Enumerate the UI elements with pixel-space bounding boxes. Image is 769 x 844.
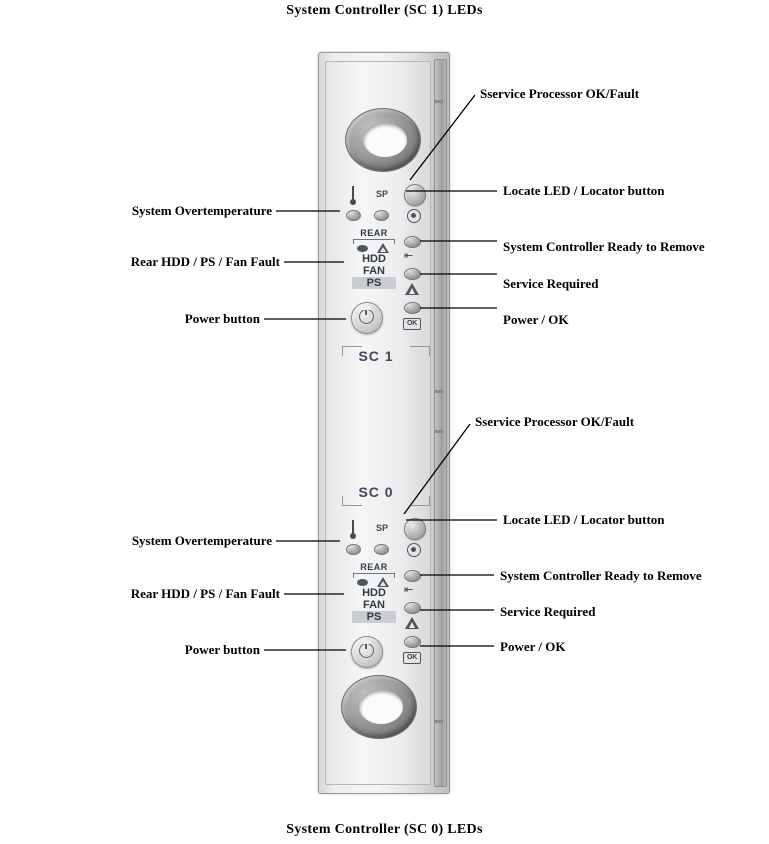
hdd-label: HDD [362, 587, 386, 599]
service-required-icon [405, 283, 419, 295]
warning-triangle-icon [377, 243, 389, 253]
sc0-slot-label: SC 0 [358, 484, 394, 500]
sc0-ready-to-remove-led [404, 570, 421, 582]
callout-sc1-power-ok: Power / OK [503, 312, 569, 327]
thermometer-icon [348, 520, 358, 542]
sc1-led-cluster [324, 178, 428, 358]
sc1-power-button[interactable] [351, 302, 383, 334]
sc0-locator-button[interactable] [404, 518, 426, 540]
hdd-label: HDD [362, 253, 386, 265]
sc1-slot-label: SC 1 [358, 348, 394, 364]
callout-sc0-service-processor: Sservice Processor OK/Fault [475, 414, 635, 429]
hdd-icon [357, 579, 368, 586]
rear-bracket-left [353, 239, 354, 244]
callout-sc1-service-required: Service Required [503, 276, 599, 291]
sc1-power-ok-led [404, 302, 421, 314]
callout-sc0-ready-to-remove: System Controller Ready to Remove [500, 568, 702, 583]
sc0-sp-label: SP [376, 523, 389, 533]
callout-sc0-rear-fault: Rear HDD / PS / Fan Fault [130, 586, 280, 601]
ready-to-remove-icon: ⇤ [404, 584, 414, 596]
sc0-rear-fault-icon-block [352, 562, 396, 628]
rear-bracket [353, 239, 395, 240]
sc0-power-ok-led [404, 636, 421, 648]
ps-label: PS [352, 611, 396, 623]
sc0-overtemperature-led [346, 544, 361, 555]
callout-sc1-ready-to-remove: System Controller Ready to Remove [503, 239, 705, 254]
power-icon [359, 643, 374, 658]
power-ok-icon: OK [403, 652, 421, 664]
sc0-power-button[interactable] [351, 636, 383, 668]
sc1-sp-label: SP [376, 189, 389, 199]
sc1-overtemperature-led [346, 210, 361, 221]
callout-sc0-overtemperature: System Overtemperature [131, 533, 272, 548]
upper-ejector-handle[interactable] [345, 108, 421, 172]
rail-notch [434, 100, 443, 103]
sc1-locator-button[interactable] [404, 184, 426, 206]
rear-word-stack [352, 253, 396, 289]
locator-icon [407, 543, 421, 557]
fan-label: FAN [363, 599, 385, 611]
sc1-bracket-left [342, 346, 362, 356]
sc1-service-processor-led [374, 210, 389, 221]
chassis-right-rail [434, 59, 447, 787]
rear-word-stack [352, 587, 396, 623]
rail-notch [434, 430, 443, 433]
rail-notch [434, 720, 443, 723]
callout-sc0-power-ok: Power / OK [500, 639, 566, 654]
sc0-service-processor-led [374, 544, 389, 555]
service-required-icon [405, 617, 419, 629]
ps-label: PS [352, 277, 396, 289]
power-icon [359, 309, 374, 324]
callout-sc1-power-button: Power button [184, 311, 260, 326]
sc0-service-required-led [404, 602, 421, 614]
rear-bracket-left [353, 573, 354, 578]
power-ok-icon: OK [403, 318, 421, 330]
callout-sc0-service-required: Service Required [500, 604, 596, 619]
warning-triangle-icon [377, 577, 389, 587]
sc0-bracket-left [342, 496, 362, 506]
fan-label: FAN [363, 265, 385, 277]
figure-title-top: System Controller (SC 1) LEDs [286, 3, 483, 18]
handle-grip-hole [359, 690, 403, 724]
rear-label: REAR [360, 228, 388, 238]
callout-sc1-rear-fault: Rear HDD / PS / Fan Fault [130, 254, 280, 269]
hdd-icon [357, 245, 368, 252]
rail-notch [434, 390, 443, 393]
locator-icon [407, 209, 421, 223]
callout-sc0-locate-led: Locate LED / Locator button [503, 512, 665, 527]
rear-label: REAR [360, 562, 388, 572]
callout-sc1-service-processor: Sservice Processor OK/Fault [480, 86, 640, 101]
rear-bracket [353, 573, 395, 574]
sc1-rear-fault-icon-block [352, 228, 396, 294]
ready-to-remove-icon: ⇤ [404, 250, 414, 262]
sc1-ready-to-remove-led [404, 236, 421, 248]
figure-title-bottom: System Controller (SC 0) LEDs [286, 822, 483, 837]
callout-sc0-power-button: Power button [184, 642, 260, 657]
callout-sc1-overtemperature: System Overtemperature [131, 203, 272, 218]
sc1-bracket-right [410, 346, 430, 356]
sc1-service-required-led [404, 268, 421, 280]
sc0-bracket-right [410, 496, 430, 506]
sc0-led-cluster [324, 512, 428, 692]
thermometer-icon [348, 186, 358, 208]
callout-sc1-locate-led: Locate LED / Locator button [503, 183, 665, 198]
handle-grip-hole [363, 123, 407, 157]
